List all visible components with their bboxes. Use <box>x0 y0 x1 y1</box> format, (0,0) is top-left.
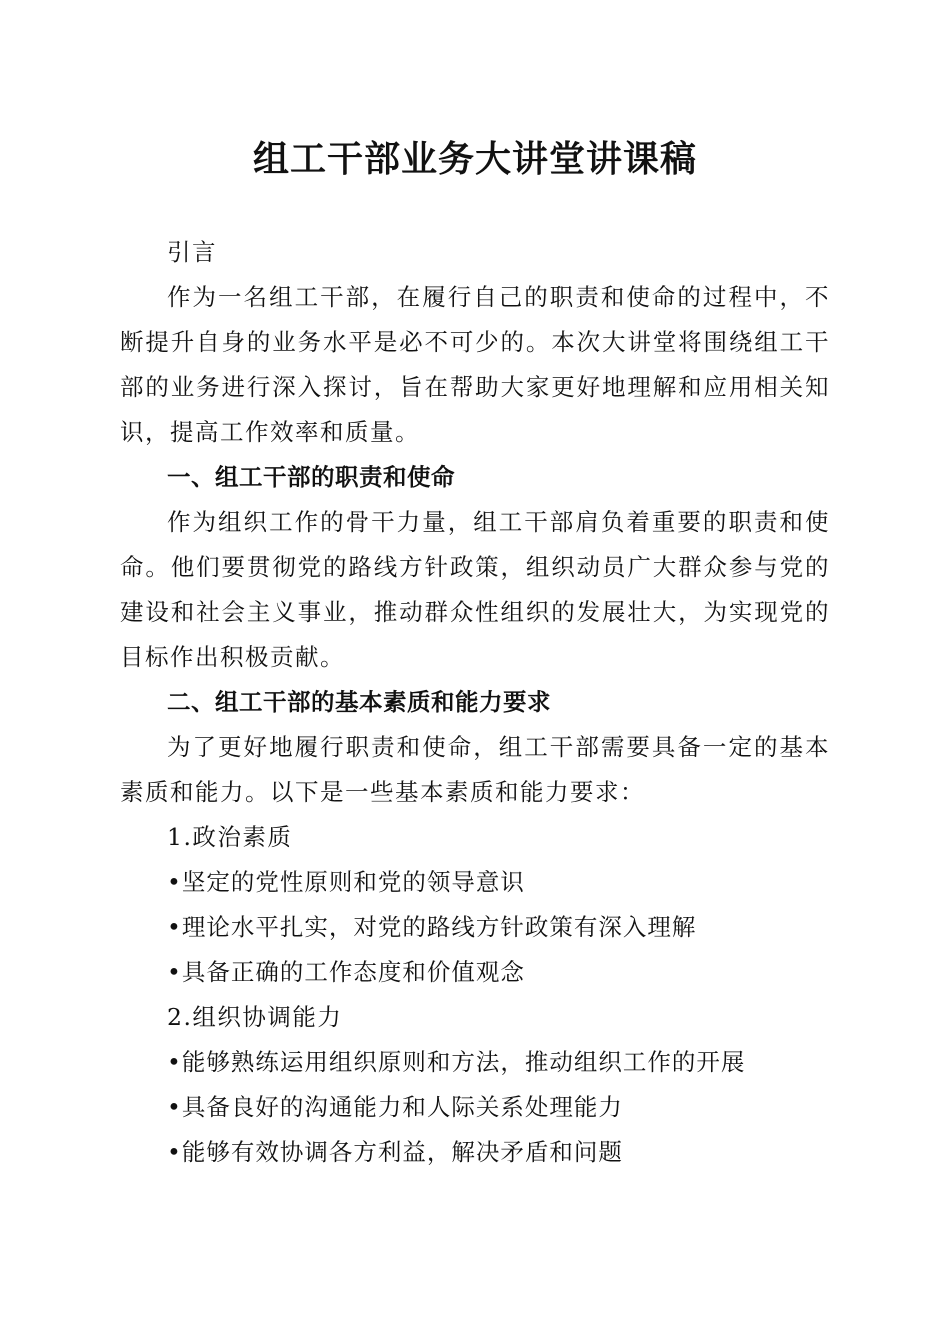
bullet-item: •具备正确的工作态度和价值观念 <box>167 958 525 986</box>
section-heading-2: 二、组工干部的基本素质和能力要求 <box>167 688 551 716</box>
bullet-item: •能够熟练运用组织原则和方法，推动组织工作的开展 <box>167 1048 746 1076</box>
intro-paragraph: 作为一名组工干部，在履行自己的职责和使命的过程中，不断提升自身的业务水平是必不可少的。本次大讲堂将围绕组工干部的业务进行深入探讨，旨在帮助大家更好地理解和应用相关知识，提高工作效率和质量。 <box>120 283 830 446</box>
section-1-paragraph: 作为组织工作的骨干力量，组工干部肩负着重要的职责和使命。他们要贯彻党的路线方针政策，组织动员广大群众参与党的建设和社会主义事业，推动群众性组织的发展壮大，为实现党的目标作出积极贡献。 <box>120 508 830 671</box>
bullet-item: •坚定的党性原则和党的领导意识 <box>167 868 525 896</box>
subheading-coordination: 2.组织协调能力 <box>167 1003 343 1031</box>
bullet-item: •具备良好的沟通能力和人际关系处理能力 <box>167 1093 623 1121</box>
bullet-item: •理论水平扎实，对党的路线方针政策有深入理解 <box>167 913 697 941</box>
section-heading-1: 一、组工干部的职责和使命 <box>167 463 455 491</box>
document-body <box>120 230 830 1175</box>
document-title: 组工干部业务大讲堂讲课稿 <box>252 138 697 180</box>
section-2-paragraph: 为了更好地履行职责和使命，组工干部需要具备一定的基本素质和能力。以下是一些基本素质和能力要求： <box>120 733 830 806</box>
intro-label: 引言 <box>167 238 217 266</box>
subheading-political: 1.政治素质 <box>167 823 293 851</box>
bullet-item: •能够有效协调各方利益，解决矛盾和问题 <box>167 1138 623 1166</box>
